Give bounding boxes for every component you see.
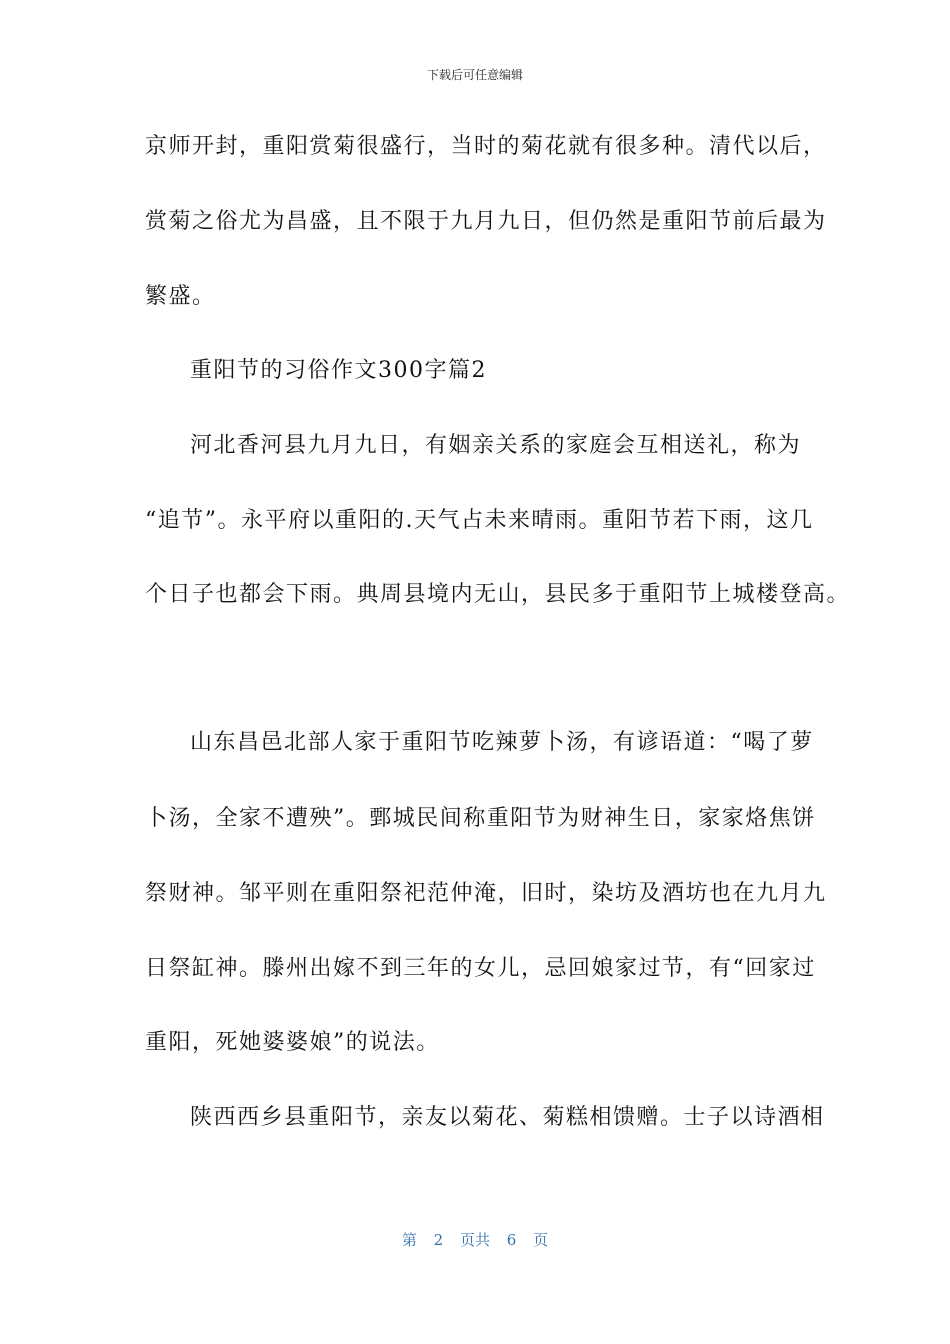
page-footer bbox=[0, 1229, 950, 1250]
body-line-13: 陕西西乡县重阳节，亲友以菊花、菊糕相馈赠。士子以诗酒相 bbox=[190, 1105, 825, 1130]
header-note: 下载后可任意编辑 bbox=[426, 68, 523, 82]
body-line-8: 山东昌邑北部人家于重阳节吃辣萝卜汤，有谚语道：“喝了萝 bbox=[190, 730, 814, 755]
footer-current-page: 2 bbox=[433, 1231, 444, 1249]
body-line-7: 个日子也都会下雨。典周县境内无山，县民多于重阳节上城楼登高。 bbox=[145, 582, 851, 607]
section-heading: 重阳节的习俗作文300字篇2 bbox=[190, 358, 487, 383]
body-line-11: 日祭缸神。滕州出嫁不到三年的女儿，忌回娘家过节，有“回家过 bbox=[145, 956, 816, 981]
body-line-2: 赏菊之俗尤为昌盛，且不限于九月九日，但仍然是重阳节前后最为 bbox=[145, 209, 827, 234]
footer-middle: 页共 bbox=[459, 1231, 490, 1249]
footer-suffix: 页 bbox=[533, 1231, 549, 1249]
footer-prefix: 第 bbox=[401, 1231, 417, 1249]
body-line-5: 河北香河县九月九日，有姻亲关系的家庭会互相送礼，称为 bbox=[190, 433, 802, 458]
body-line-6: “追节”。永平府以重阳的.天气占未来晴雨。重阳节若下雨，这几 bbox=[145, 508, 814, 533]
body-line-3: 繁盛。 bbox=[145, 284, 216, 309]
body-line-10: 祭财神。邹平则在重阳祭祀范仲淹，旧时，染坊及酒坊也在九月九 bbox=[145, 881, 827, 906]
body-line-1: 京师开封，重阳赏菊很盛行，当时的菊花就有很多种。清代以后， bbox=[145, 134, 827, 159]
body-line-12: 重阳，死她婆婆娘”的说法。 bbox=[145, 1030, 440, 1055]
body-line-9: 卜汤，全家不遭殃”。鄄城民间称重阳节为财神生日，家家烙焦饼 bbox=[145, 806, 816, 831]
footer-total-pages: 6 bbox=[506, 1231, 517, 1249]
